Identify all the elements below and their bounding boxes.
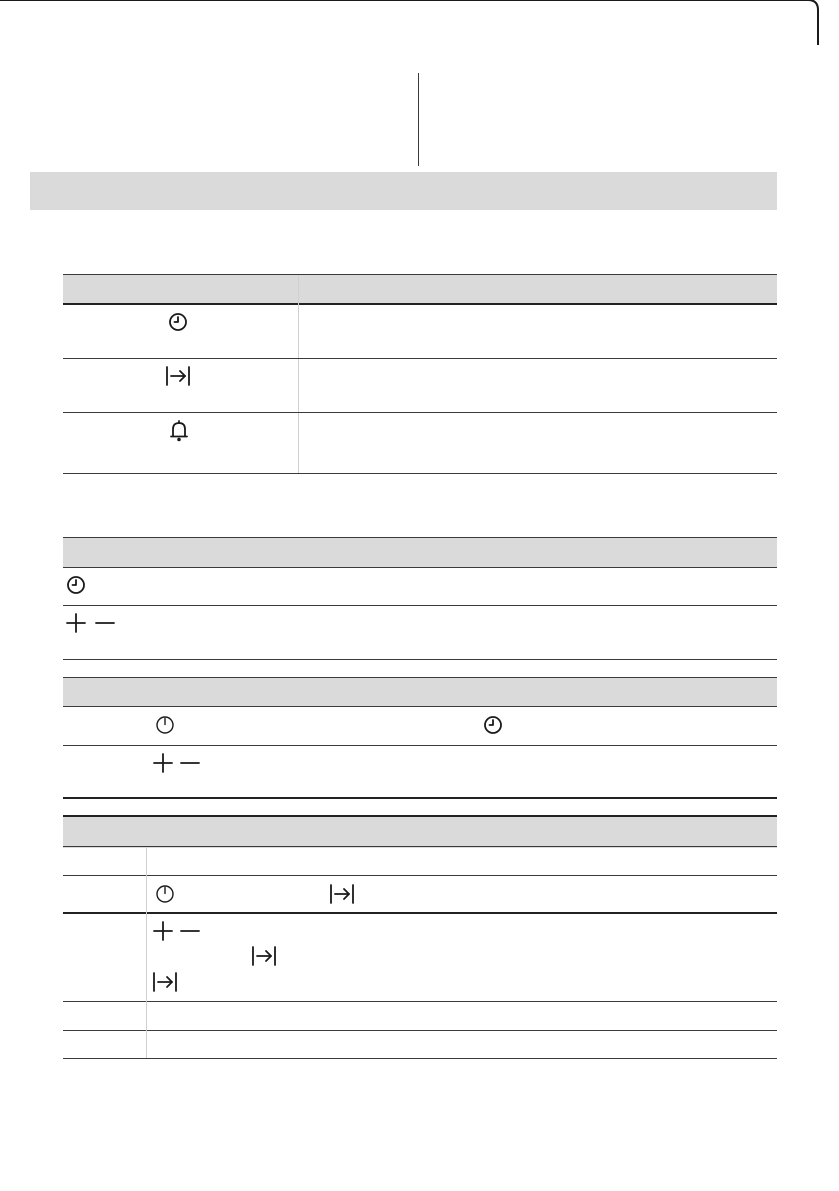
row-rule <box>63 1058 777 1059</box>
plus-icon[interactable] <box>153 753 173 773</box>
row-rule <box>63 875 777 876</box>
minus-icon[interactable] <box>95 613 115 633</box>
plus-icon[interactable] <box>153 921 173 941</box>
end-time-arrow-icon <box>152 972 178 992</box>
clock-outline-icon[interactable] <box>155 884 175 904</box>
clock-icon <box>483 715 503 735</box>
minus-icon[interactable] <box>180 753 200 773</box>
row-rule <box>63 797 777 799</box>
table-header <box>63 677 777 707</box>
row-rule <box>63 1001 777 1002</box>
bell-icon <box>170 420 188 442</box>
table-header-rule <box>63 567 777 568</box>
plus-icon[interactable] <box>66 613 86 633</box>
column-rule <box>298 275 299 473</box>
row-rule <box>63 412 777 413</box>
row-rule <box>63 1030 777 1031</box>
row-rule <box>63 358 777 359</box>
page-cut-mark <box>0 0 822 45</box>
clock-outline-icon[interactable] <box>155 715 175 735</box>
table-header-rule <box>63 303 777 305</box>
minus-icon[interactable] <box>180 921 200 941</box>
table-header-rule <box>63 846 777 847</box>
column-rule <box>146 847 147 1058</box>
table-header <box>63 815 777 848</box>
section-header-band <box>30 172 777 210</box>
row-rule <box>63 912 777 914</box>
clock-icon <box>66 575 86 595</box>
clock-icon <box>168 312 188 332</box>
end-time-arrow-icon <box>165 366 191 386</box>
row-rule <box>63 473 777 474</box>
table-header <box>63 537 777 568</box>
row-rule <box>63 605 777 606</box>
table-header-rule <box>63 706 777 707</box>
table-header <box>63 274 777 304</box>
end-time-arrow-icon <box>329 884 355 904</box>
row-rule <box>63 745 777 746</box>
end-time-arrow-icon <box>251 946 277 966</box>
column-divider <box>418 73 419 166</box>
row-rule <box>63 659 777 660</box>
